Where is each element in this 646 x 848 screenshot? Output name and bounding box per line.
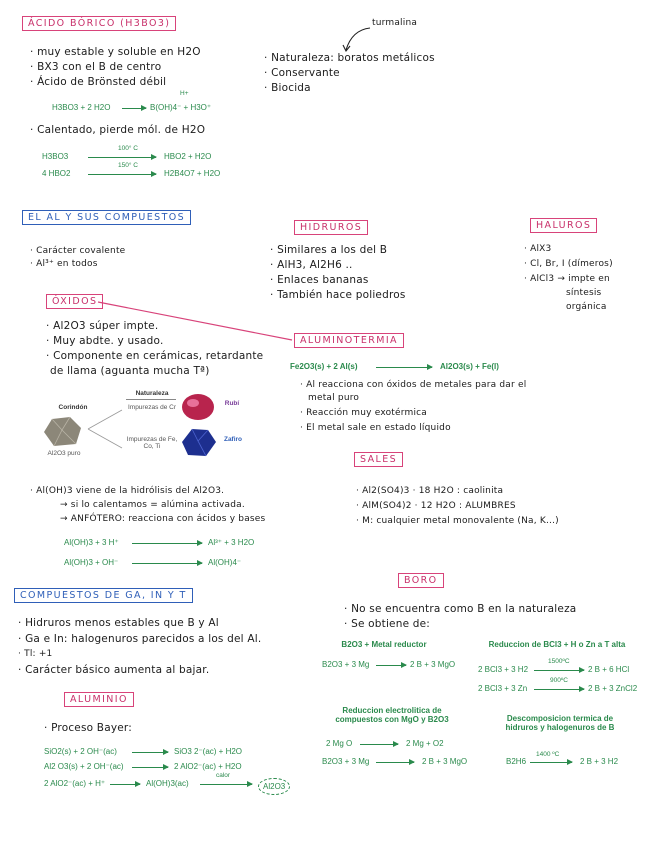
aluminio-e2-arrow	[132, 767, 168, 768]
hidroxido-eq2-left: Al(OH)3 + OH⁻	[64, 558, 119, 567]
aluminotermia-eq-arrow	[376, 367, 432, 368]
aluminotermia-bullet-3: · Reacción muy exotérmica	[300, 408, 428, 418]
boro-h3a-left: 2 Mg O	[326, 739, 353, 748]
boro-h2b-left: 2 BCl3 + 3 Zn	[478, 684, 528, 693]
boro-h3b-arrow	[376, 762, 414, 763]
sales-bullet-3: · M: cualquier metal monovalente (Na, K...)	[356, 516, 559, 526]
turmalina-note: turmalina	[372, 18, 418, 28]
aluminotermia-eq-left: Fe2O3(s) + 2 Al(s)	[290, 362, 358, 371]
hidruros-bullet-2: · AlH3, Al2H6 ..	[270, 259, 353, 271]
boro-h2a-left: 2 BCl3 + 3 H2	[478, 665, 529, 674]
boro-h4: Descomposicion termica de hidruros y halogenuros de B	[505, 714, 615, 732]
aluminotermia-bullet-1: · Al reacciona con óxidos de metales para dar el	[300, 380, 527, 390]
rubi-label: Rubí	[224, 400, 240, 407]
boro-title: BORO	[398, 573, 444, 588]
boro-h2b-right: 2 B + 3 ZnCl2	[588, 684, 638, 693]
acido-eq1-right: B(OH)4⁻ + H3O⁺	[150, 103, 212, 112]
ruby-gem-icon	[180, 392, 216, 422]
hidroxido-eq1-arrow	[132, 543, 202, 544]
aluminio-e3-left: 2 AlO2⁻(ac) + H⁺	[44, 779, 106, 788]
acido-bullet-1: · muy estable y soluble en H2O	[30, 46, 201, 58]
hidroxido-bullet-1: · Al(OH)3 viene de la hidrólisis del Al2O3.	[30, 486, 225, 496]
acido-eq1-cond: H+	[180, 90, 189, 97]
boro-h3a-right: 2 Mg + O2	[406, 739, 444, 748]
acido-use-1: · Naturaleza: boratos metálicos	[264, 52, 435, 64]
oxidos-bullet-2: · Muy abdte. y usado.	[46, 335, 164, 347]
aluminio-e3-cond: calor	[216, 772, 231, 779]
al2o3-puro-label: Al2O3 puro	[47, 450, 81, 457]
acido-use-3: · Biocida	[264, 82, 311, 94]
acido-r1-right: HBO2 + H2O	[164, 152, 212, 161]
boro-h2b-cond: 900ºC	[550, 677, 568, 684]
aluminio-bayer: · Proceso Bayer:	[44, 722, 132, 734]
boro-h1: B2O3 + Metal reductor	[341, 640, 427, 649]
naturaleza-label: Naturaleza	[135, 390, 169, 397]
hidruros-bullet-1: · Similares a los del B	[270, 244, 388, 256]
sales-bullet-2: · AlM(SO4)2 · 12 H2O : ALUMBRES	[356, 501, 516, 511]
boro-h4-left: B2H6	[506, 757, 527, 766]
ga-bullet-1: · Hidruros menos estables que B y Al	[18, 617, 219, 629]
acido-eq1-arrow	[122, 108, 146, 109]
acido-r2-left: 4 HBO2	[42, 169, 71, 178]
boro-h2b-arrow	[534, 689, 584, 690]
boro-h2a-cond: 1500ºC	[548, 658, 570, 665]
acido-bullet-3: · Ácido de Brönsted débil	[30, 76, 167, 88]
boro-h3a-arrow	[360, 744, 398, 745]
hidroxido-eq2-arrow	[132, 563, 202, 564]
acido-r1-left: H3BO3	[42, 152, 69, 161]
boro-bullet-1: · No se encuentra como B en la naturaleza	[344, 603, 577, 615]
boro-h4-arrow	[530, 762, 572, 763]
oxidos-bullet-1: · Al2O3 súper impte.	[46, 320, 159, 332]
al-bullet-1: · Carácter covalente	[30, 246, 126, 256]
haluros-bullet-4: síntesis	[566, 288, 602, 298]
haluros-bullet-5: orgánica	[566, 302, 607, 312]
aluminio-e1-arrow	[132, 752, 168, 753]
boro-h3b-left: B2O3 + 3 Mg	[322, 757, 370, 766]
bracket-lines	[86, 404, 126, 454]
aluminio-e1-left: SiO2(s) + 2 OH⁻(ac)	[44, 747, 117, 756]
acido-use-2: · Conservante	[264, 67, 340, 79]
acido-r2-arrow	[88, 174, 156, 175]
boro-h2a-arrow	[534, 670, 584, 671]
aluminotermia-bullet-4: · El metal sale en estado líquido	[300, 423, 451, 433]
oxidos-title: ÓXIDOS	[46, 294, 103, 309]
turmalina-arrow	[340, 24, 380, 54]
hidruros-title: HIDRUROS	[294, 220, 368, 235]
aluminotermia-bullet-2: metal puro	[308, 393, 360, 403]
hidruros-bullet-4: · También hace poliedros	[270, 289, 406, 301]
sales-title: SALES	[354, 452, 403, 467]
acido-borico-title: ÁCIDO BÓRICO (H3BO3)	[22, 16, 176, 31]
hidroxido-eq2-right: Al(OH)4⁻	[208, 558, 242, 567]
haluros-title: HALUROS	[530, 218, 597, 233]
acido-eq1-left: H3BO3 + 2 H2O	[52, 103, 111, 112]
ga-bullet-4: · Carácter básico aumenta al bajar.	[18, 664, 210, 676]
haluros-bullet-1: · AlX3	[524, 244, 552, 254]
boro-h1-right: 2 B + 3 MgO	[410, 660, 456, 669]
acido-r1-arrow	[88, 157, 156, 158]
aluminio-e3-arrow-2	[200, 784, 252, 785]
impurezas-fe-label: Impurezas de Fe, Co, Ti	[126, 436, 178, 450]
acido-r2-cond: 150° C	[118, 162, 138, 169]
ga-bullet-3: · Tl: +1	[18, 649, 53, 659]
corindon-label: Corindón	[58, 404, 88, 411]
boro-bullet-2: · Se obtiene de:	[344, 618, 431, 630]
acido-heat: · Calentado, pierde mól. de H2O	[30, 124, 206, 136]
sales-bullet-1: · Al2(SO4)3 · 18 H2O : caolinita	[356, 486, 504, 496]
acido-bullet-2: · BX3 con el B de centro	[30, 61, 162, 73]
naturaleza-underline	[126, 399, 176, 400]
al-title: EL AL Y SUS COMPUESTOS	[22, 210, 191, 225]
impurezas-cr-label: Impurezas de Cr	[127, 404, 177, 411]
hidruros-bullet-3: · Enlaces bananas	[270, 274, 369, 286]
boro-h3b-right: 2 B + 3 MgO	[422, 757, 468, 766]
zafiro-label: Zafiro	[223, 436, 243, 443]
boro-h2: Reduccion de BCl3 + H o Zn a T alta	[488, 640, 626, 649]
hidroxido-bullet-3: → ANFÓTERO: reacciona con ácidos y bases	[60, 514, 266, 524]
aluminio-e3-right: Al2O3	[258, 778, 290, 795]
boro-h4-right: 2 B + 3 H2	[580, 757, 619, 766]
boro-h1-left: B2O3 + 3 Mg	[322, 660, 370, 669]
aluminio-e2-left: Al2 O3(s) + 2 OH⁻(ac)	[44, 762, 124, 771]
hidroxido-eq1-left: Al(OH)3 + 3 H⁺	[64, 538, 119, 547]
aluminio-e2-right: 2 AlO2⁻(ac) + H2O	[174, 762, 242, 771]
boro-h3: Reduccion electrolitica de compuestos con MgO y B2O3	[335, 706, 449, 724]
acido-r2-right: H2B4O7 + H2O	[164, 169, 221, 178]
ga-title: COMPUESTOS DE GA, IN Y T	[14, 588, 193, 603]
aluminotermia-eq-right: Al2O3(s) + Fe(l)	[440, 362, 499, 371]
aluminotermia-title: ALUMINOTERMIA	[294, 333, 404, 348]
hidroxido-bullet-2: → si lo calentamos = alúmina activada.	[60, 500, 245, 510]
boro-h4-cond: 1400 ºC	[536, 751, 560, 758]
oxidos-bullet-4: de llama (aguanta mucha Tª)	[50, 365, 210, 377]
aluminio-e3-mid: Al(OH)3(ac)	[146, 779, 189, 788]
sapphire-gem-icon	[178, 426, 218, 458]
boro-h1-arrow	[376, 665, 406, 666]
aluminio-title: ALUMINIO	[64, 692, 134, 707]
al-bullet-2: · Al³⁺ en todos	[30, 259, 98, 269]
hidroxido-eq1-right: Al³⁺ + 3 H2O	[208, 538, 255, 547]
corundum-rock-icon	[40, 414, 84, 448]
corundum-figure	[30, 386, 250, 468]
boro-h2a-right: 2 B + 6 HCl	[588, 665, 630, 674]
oxidos-bullet-3: · Componente en cerámicas, retardante	[46, 350, 264, 362]
ga-bullet-2: · Ga e In: halogenuros parecidos a los del Al.	[18, 633, 262, 645]
haluros-bullet-2: · Cl, Br, I (dímeros)	[524, 259, 613, 269]
aluminio-e1-right: SiO3 2⁻(ac) + H2O	[174, 747, 243, 756]
acido-r1-cond: 100° C	[118, 145, 138, 152]
haluros-bullet-3: · AlCl3 → impte en	[524, 274, 610, 284]
aluminio-e3-arrow-1	[110, 784, 140, 785]
